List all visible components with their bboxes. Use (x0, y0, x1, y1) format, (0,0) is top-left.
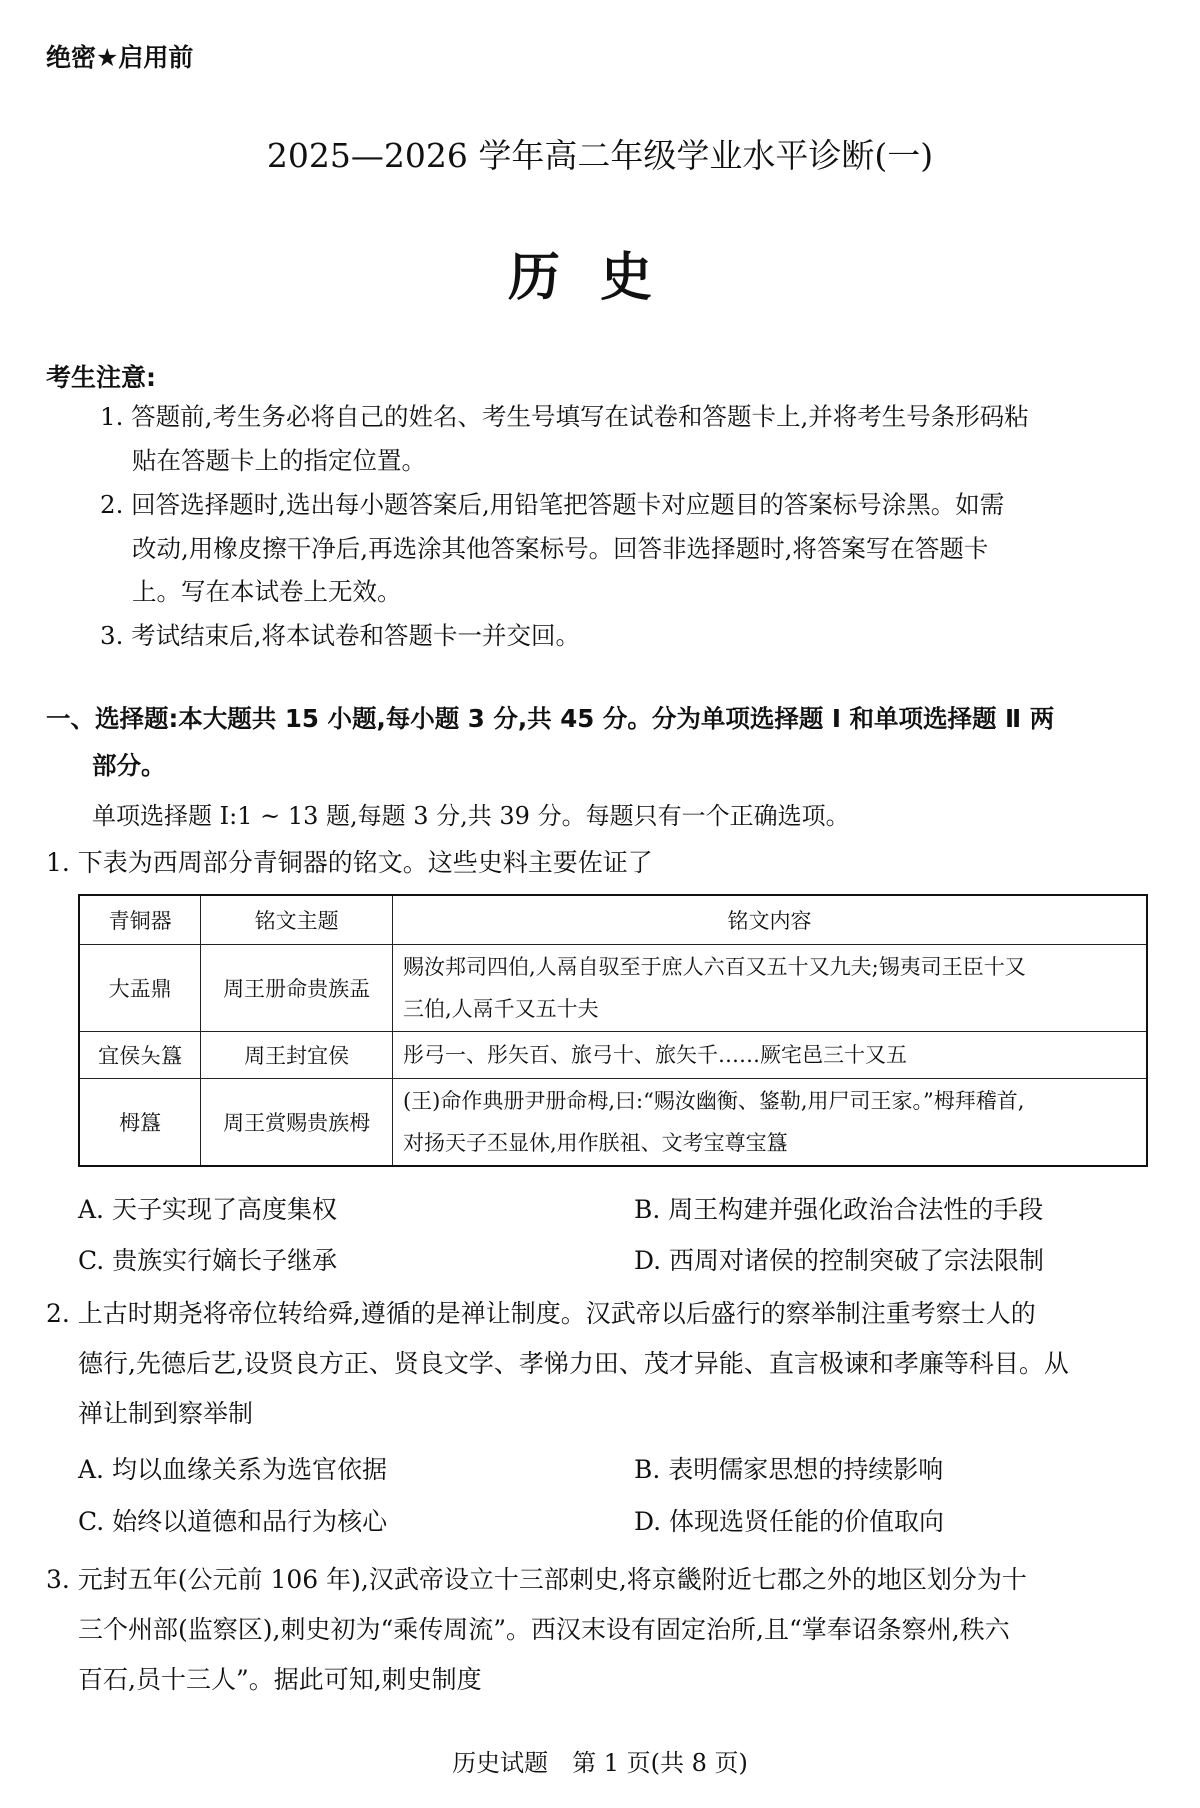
column-header: 铭文内容 (392, 895, 1147, 945)
notice-line: 上。写在本试卷上无效。 (132, 577, 402, 606)
confidential-label: 绝密★启用前 (46, 43, 194, 72)
question-3-line: 百石,员十三人”。据此可知,刺史制度 (78, 1665, 482, 1694)
theme-cell: 周王赏赐贵族栂 (201, 1079, 393, 1167)
q2-option-a[interactable]: A. 均以血缘关系为选官依据 (78, 1455, 387, 1484)
inscription-table (78, 894, 1148, 1167)
theme-cell: 周王册命贵族盂 (201, 945, 393, 1032)
table-row (79, 1079, 1147, 1167)
question-2-line: 2. 上古时期尧将帝位转给舜,遵循的是禅让制度。汉武帝以后盛行的察举制注重考察士人的 (46, 1299, 1036, 1328)
notice-line: 3. 考试结束后,将本试卷和答题卡一并交回。 (100, 621, 580, 650)
section-title-cont: 部分。 (92, 751, 166, 780)
content-line: 三伯,人鬲千又五十夫 (402, 997, 599, 1021)
content-cell (392, 945, 1147, 1032)
subject-title: 历史 (507, 248, 692, 308)
content-line: 赐汝邦司四伯,人鬲自驭至于庶人六百又五十又九夫;锡夷司王臣十又 (402, 955, 1026, 979)
column-header: 铭文主题 (201, 895, 393, 945)
exam-title: 2025—2026 学年高二年级学业水平诊断(一) (266, 136, 934, 175)
page-footer: 历史试题 第 1 页(共 8 页) (452, 1749, 748, 1777)
vessel-cell: 大盂鼎 (79, 945, 201, 1032)
q1-option-b[interactable]: B. 周王构建并强化政治合法性的手段 (634, 1195, 1044, 1224)
question-2-line: 禅让制到察举制 (78, 1399, 254, 1428)
vessel-cell: 宜侯夨簋 (79, 1032, 201, 1079)
table-header-row (79, 895, 1147, 945)
notice-line: 改动,用橡皮擦干净后,再选涂其他答案标号。回答非选择题时,将答案写在答题卡 (132, 534, 989, 563)
vessel-cell: 栂簋 (79, 1079, 201, 1167)
question-2-line: 德行,先德后艺,设贤良方正、贤良文学、孝悌力田、茂才异能、直言极谏和孝廉等科目。从 (78, 1349, 1069, 1378)
content-line: 对扬天子丕显休,用作朕祖、文考宝尊宝簋 (402, 1131, 788, 1155)
content-cell (392, 1079, 1147, 1167)
notice-heading: 考生注意: (46, 363, 156, 392)
theme-cell: 周王封宜侯 (201, 1032, 393, 1079)
question-3-line: 三个州部(监察区),刺史初为“乘传周流”。西汉末设有固定治所,且“掌奉诏条察州,秩六 (78, 1615, 1010, 1644)
content-line: (王)命作典册尹册命栂,曰:“赐汝幽衡、鋚勒,用尸司王家。”栂拜稽首, (402, 1089, 1025, 1113)
q2-option-d[interactable]: D. 体现选贤任能的价值取向 (634, 1507, 945, 1536)
question-3-line: 3. 元封五年(公元前 106 年),汉武帝设立十三部刺史,将京畿附近七郡之外的地区划分为十 (46, 1565, 1027, 1594)
q2-option-b[interactable]: B. 表明儒家思想的持续影响 (634, 1455, 944, 1484)
section-title: 一、选择题:本大题共 15 小题,每小题 3 分,共 45 分。分为单项选择题 Ⅰ 和单项选择题 Ⅱ 两 (46, 704, 1055, 733)
question-1-stem: 1. 下表为西周部分青铜器的铭文。这些史料主要佐证了 (46, 848, 653, 877)
table-row (79, 945, 1147, 1032)
notice-line: 贴在答题卡上的指定位置。 (132, 446, 426, 475)
q1-option-d[interactable]: D. 西周对诸侯的控制突破了宗法限制 (634, 1246, 1045, 1275)
column-header: 青铜器 (79, 895, 201, 945)
content-line: 彤弓一、彤矢百、旅弓十、旅矢千……厥宅邑三十又五 (402, 1043, 907, 1067)
content-cell (392, 1032, 1147, 1079)
notice-line: 2. 回答选择题时,选出每小题答案后,用铅笔把答题卡对应题目的答案标号涂黑。如需 (100, 490, 1005, 519)
notice-line: 1. 答题前,考生务必将自己的姓名、考生号填写在试卷和答题卡上,并将考生号条形码粘 (100, 402, 1029, 431)
q1-option-c[interactable]: C. 贵族实行嫡长子继承 (78, 1246, 338, 1275)
q1-option-a[interactable]: A. 天子实现了高度集权 (78, 1195, 337, 1224)
table-row (79, 1032, 1147, 1079)
section-sub-note: 单项选择题 Ⅰ:1 ~ 13 题,每题 3 分,共 39 分。每题只有一个正确选项。 (92, 802, 850, 830)
q2-option-c[interactable]: C. 始终以道德和品行为核心 (78, 1507, 388, 1536)
